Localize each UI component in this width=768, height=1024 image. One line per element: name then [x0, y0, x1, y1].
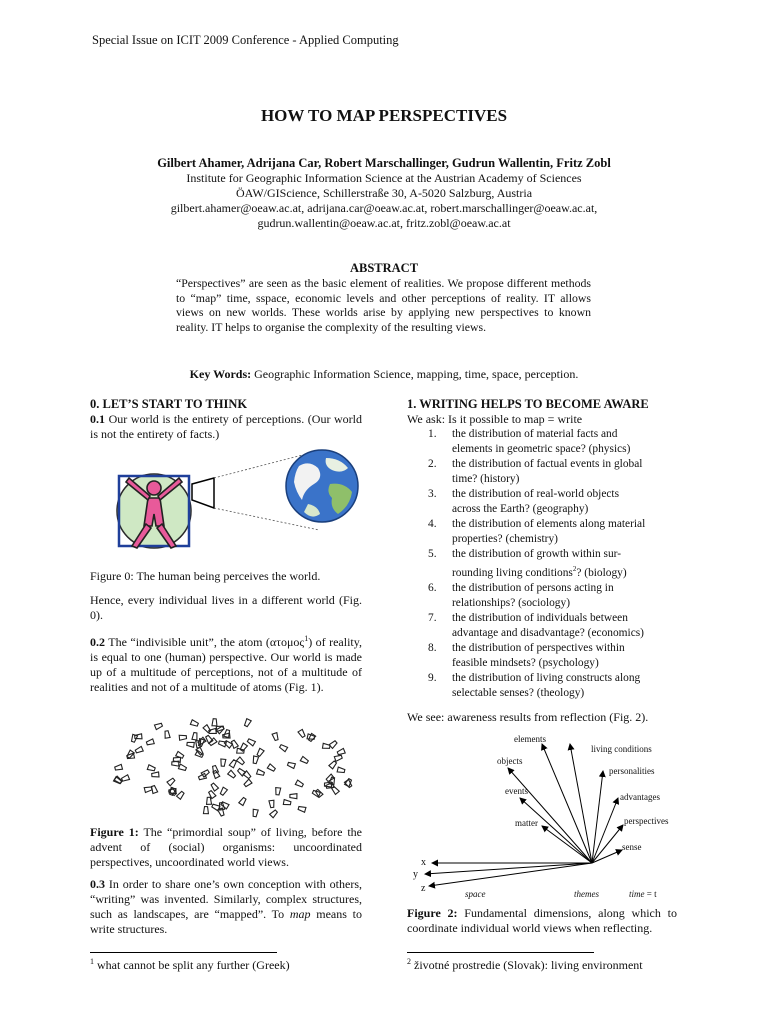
- perspective-cone: [298, 806, 306, 813]
- dimension-arrows: [425, 744, 623, 886]
- perspective-cone: [187, 741, 195, 747]
- perspective-cone: [272, 733, 279, 741]
- perspective-cone: [164, 731, 170, 739]
- perspective-cone: [178, 764, 186, 771]
- perspective-cone: [219, 787, 227, 796]
- perspective-cone: [167, 777, 176, 785]
- label-sense: sense: [622, 842, 642, 852]
- perspective-cone: [256, 748, 264, 757]
- figure-1-illustration: [112, 715, 357, 823]
- keywords-text: Geographic Information Science, mapping, time, space, perception.: [254, 367, 579, 381]
- keywords-label: Key Words:: [189, 367, 252, 381]
- perspective-cone: [247, 738, 256, 746]
- label-x: x: [421, 857, 426, 868]
- list-item: 7. the distribution of individuals between advantage and disadvantage? (economics): [428, 611, 644, 639]
- we-see-sentence: We see: awareness results from reflection (Fig. 2).: [407, 710, 649, 724]
- perspective-cone: [243, 779, 252, 787]
- list-item: 9. the distribution of living constructs along selectable senses? (theology): [428, 671, 641, 699]
- perspective-cone: [147, 765, 155, 772]
- perspective-cone: [208, 738, 217, 746]
- perspective-cone: [190, 720, 198, 727]
- keywords: [0, 367, 768, 382]
- email-line: gilbert.ahamer@oeaw.ac.at, adrijana.car@oeaw.ac.at, robert.marschallinger@oeaw.ac.at,: [170, 201, 598, 215]
- abstract-heading: ABSTRACT: [349, 261, 419, 275]
- affiliation-line: ÖAW/GIScience, Schillerstraße 30, A-5020 Salzburg, Austria: [235, 186, 533, 200]
- footnote-ref: 2: [572, 565, 577, 573]
- perspective-cone: [283, 800, 291, 806]
- list-item: 1. the distribution of material facts and elements in geometric space? (physics): [428, 428, 631, 455]
- perspective-cone: [205, 735, 213, 744]
- paragraph-number: 0.2: [90, 635, 105, 649]
- caption-text: Fundamental dimensions, along which to coordinate individual world views when reflecting.: [407, 906, 677, 935]
- label-elements: elements: [514, 734, 546, 744]
- perspective-cone: [337, 767, 345, 773]
- label-perspectives: perspectives: [624, 816, 669, 826]
- paragraph-0-3: [90, 877, 362, 937]
- section-1-heading: 1. WRITING HELPS TO BECOME AWARE: [407, 397, 649, 411]
- label-objects: objects: [497, 756, 523, 766]
- perspective-cone: [252, 756, 258, 764]
- perspective-cone: [135, 746, 143, 753]
- perspective-cone: [275, 788, 281, 795]
- footnote-ref: 1: [304, 634, 309, 643]
- footnote-rule: [90, 952, 277, 953]
- label-y: y: [413, 869, 418, 880]
- paragraph-number: 0.3: [90, 877, 105, 891]
- perspective-cone: [135, 734, 142, 740]
- perspective-cone: [300, 756, 309, 764]
- running-header: Special Issue on ICIT 2009 Conference - Applied Computing: [92, 33, 399, 47]
- author-list: Gilbert Ahamer, Adrijana Car, Robert Marschallinger, Gudrun Wallentin, Fritz Zobl: [157, 156, 611, 170]
- perspective-cone: [154, 722, 162, 729]
- perspective-cone: [290, 794, 297, 799]
- paragraph-number: 0.1: [90, 412, 105, 426]
- paragraph-0-1: [90, 412, 362, 442]
- dimension-labels: [497, 734, 669, 852]
- perspective-cone: [228, 770, 237, 778]
- footnote-1: [90, 957, 290, 973]
- perspective-cone: [177, 791, 185, 800]
- perspective-cone: [212, 719, 217, 726]
- footnote-2: [407, 957, 643, 973]
- perspective-cone: [295, 780, 304, 788]
- label-space: space: [465, 889, 486, 899]
- footnote-number: 2: [407, 957, 411, 966]
- paragraph-text: The “indivisible unit”, the atom (: [108, 635, 270, 649]
- figure-2-diagram: [407, 728, 682, 903]
- perspective-cone: [252, 809, 258, 817]
- paragraph-text: means to write structures.: [90, 907, 362, 936]
- email-line: gudrun.wallentin@oeaw.ac.at, fritz.zobl@oeaw.ac.at: [257, 216, 511, 230]
- eye-lens-icon: [192, 478, 214, 508]
- list-item: 5. the distribution of growth within sur- rounding living conditions$^2$? (biology): [428, 548, 627, 579]
- perspective-cone: [201, 769, 210, 777]
- perspective-cone: [173, 757, 180, 762]
- earth-globe-icon: [286, 450, 358, 522]
- figure-0-illustration: [104, 448, 364, 563]
- perspective-cone: [144, 786, 152, 793]
- footnote-rule: [407, 952, 594, 953]
- label-themes: themes: [574, 889, 599, 899]
- caption-text: The “primordial soup” of living, before the advent of (social) organisms: uncoordinated perspectives, uncoordinated world views.: [90, 825, 362, 869]
- perspective-cone: [257, 769, 265, 776]
- paragraph-text: Our world is the entirety of perceptions. (Our world is not the entirety of facts.): [90, 412, 362, 441]
- perspective-cone: [298, 729, 306, 738]
- list-item: 3. the distribution of real-world objects across the Earth? (geography): [428, 488, 620, 515]
- label-living-conditions: living conditions: [591, 744, 652, 754]
- figure-2-caption: [407, 906, 677, 936]
- perspective-cone: [114, 764, 122, 771]
- list-item: 8. the distribution of perspectives within feasible mindsets? (psychology): [428, 641, 625, 669]
- list-item: 6. the distribution of persons acting in relationships? (sociology): [428, 581, 614, 609]
- paragraph-hence: Hence, every individual lives in a different world (Fig. 0).: [90, 593, 362, 622]
- paragraph-0-2: [90, 631, 362, 695]
- footnote-number: 1: [90, 957, 94, 966]
- abstract-text: “Perspectives” are seen as the basic element of realities. We propose different methods to “map” time, sspace, economic levels and other perceptions of reality. IT allows views on new worlds. These worlds arise by applying new perspectives to known reality. IT helps to organise the complexity of the resulting views.: [176, 276, 591, 335]
- perspective-cone: [337, 748, 345, 755]
- list-item: 2. the distribution of factual events in global time? (history): [428, 458, 643, 485]
- label-personalities: personalities: [609, 766, 655, 776]
- footnote-text: what cannot be split any further (Greek): [94, 958, 290, 972]
- affiliation-line: Institute for Geographic Information Science at the Austrian Academy of Sciences: [186, 171, 582, 185]
- paragraph-text: In order to share one’s own conception with others, “writing” was invented. Similarly, complex structures, such as landscapes, are “mapped”. To: [90, 877, 362, 921]
- figure-label: Figure 1:: [90, 825, 139, 839]
- perspective-cone: [287, 761, 295, 768]
- perspective-cone: [244, 719, 252, 728]
- perspective-cone: [210, 782, 218, 791]
- perspective-cone: [192, 732, 198, 740]
- perspective-cone: [269, 800, 275, 808]
- perspective-cones: [113, 719, 352, 818]
- label-events: events: [505, 786, 528, 796]
- perspective-cone: [179, 735, 186, 741]
- label-advantages: advantages: [620, 792, 660, 802]
- section-0-heading: 0. LET’S START TO THINK: [90, 397, 248, 411]
- affiliation-block: [0, 171, 768, 231]
- perspective-cone: [152, 772, 159, 778]
- list-item: 4. the distribution of elements along material properties? (chemistry): [428, 518, 646, 545]
- label-z: z: [421, 883, 426, 894]
- figure-1-caption: [90, 825, 362, 870]
- question-list: [407, 427, 677, 701]
- figure-label: Figure 2:: [407, 906, 458, 920]
- perspective-cone: [334, 754, 342, 761]
- label-matter: matter: [515, 818, 538, 828]
- perspective-cone: [329, 740, 338, 748]
- footnote-text: životné prostredie (Slovak): living environment: [411, 958, 643, 972]
- perspective-cone: [203, 725, 211, 734]
- question-intro: We ask: Is it possible to map = write: [407, 412, 583, 426]
- perspective-cone: [220, 759, 226, 766]
- paper-title: HOW TO MAP PERSPECTIVES: [260, 106, 508, 125]
- perspective-cone: [239, 797, 247, 806]
- perspective-cone: [146, 739, 154, 746]
- paragraph-text: ) of reality, is equal to one (human) perspective. Our world is made up of a multitude of perceptions, not of a multitude of realities and not of a multitude of atoms (Fig. 1).: [90, 635, 362, 694]
- perspective-cone: [211, 803, 219, 810]
- perspective-cone: [267, 764, 276, 772]
- label-time: time = t: [629, 889, 657, 899]
- emphasis: map: [289, 907, 311, 921]
- perspective-cone: [206, 797, 211, 804]
- perspective-cone: [203, 807, 208, 814]
- figure-0-caption: Figure 0: The human being perceives the world.: [90, 569, 321, 583]
- perspective-cone: [236, 757, 245, 765]
- perspective-cone: [279, 744, 288, 752]
- perspective-cone: [270, 809, 278, 817]
- greek-word: ατομος: [269, 635, 305, 649]
- vitruvian-man-icon: [117, 474, 191, 548]
- perspective-cone: [239, 743, 247, 752]
